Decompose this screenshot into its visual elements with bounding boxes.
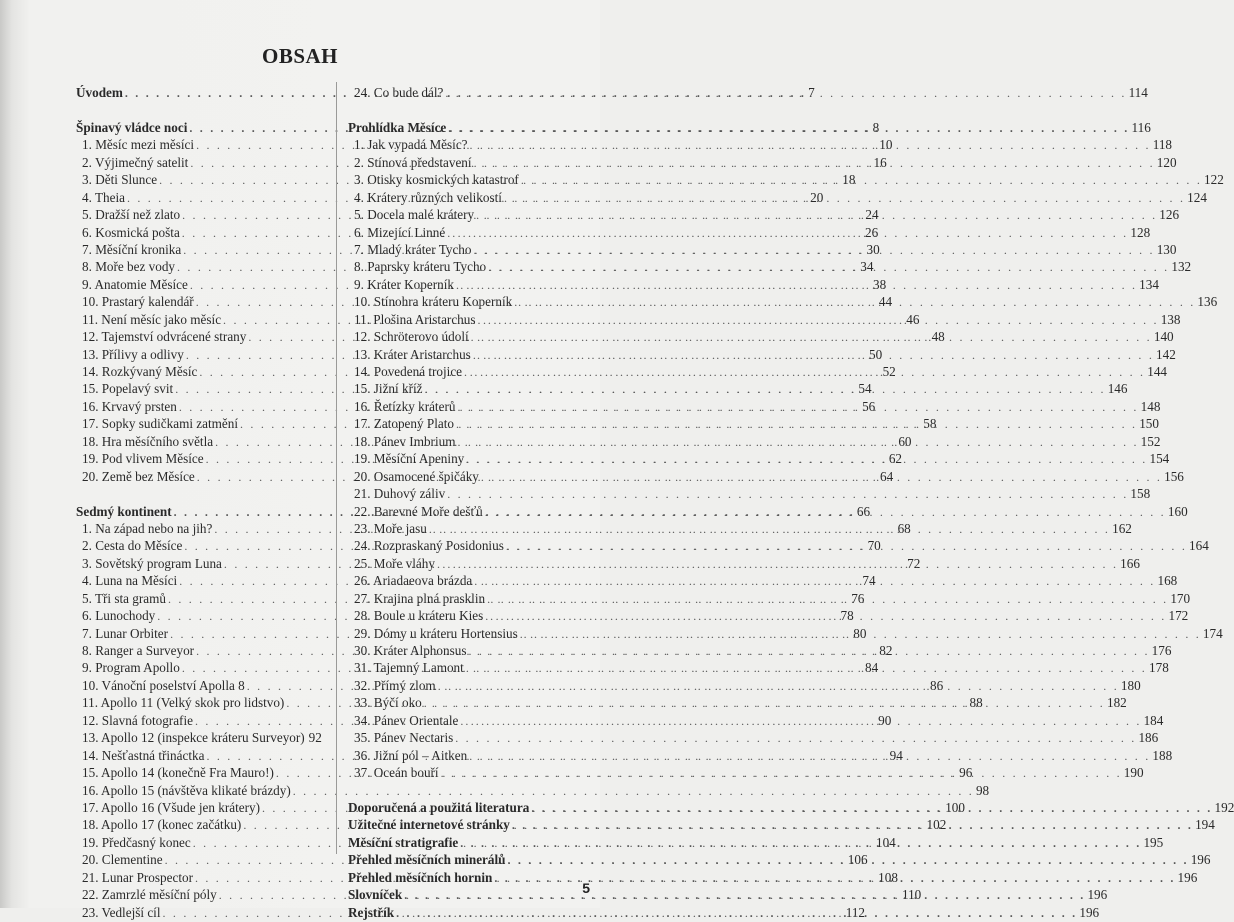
toc-entry-title: 13. Přílivy a odlivy — [82, 346, 184, 362]
dot-leader — [464, 364, 1145, 381]
toc-page-number: 94 — [889, 747, 903, 763]
toc-entry-title: 21. Duhový záliv — [354, 486, 446, 502]
toc-page-number: 140 — [1153, 329, 1174, 345]
toc-page-number: 146 — [1107, 381, 1128, 397]
toc-page-number: 134 — [1139, 276, 1159, 292]
toc-entry-title: 22. Barevné Moře dešťů — [354, 503, 483, 519]
toc-entry-title: Přehled měsíčních minerálů — [348, 852, 506, 868]
toc-entry-title: 12. Tajemství odvrácené strany — [82, 329, 247, 345]
toc-entry-title: 37. Oceán bouří — [354, 765, 439, 781]
toc-page-number: 102 — [926, 817, 947, 833]
dot-leader — [485, 504, 1166, 521]
toc-entry-title: 4. Theia — [82, 189, 125, 205]
toc-entry — [76, 729, 320, 746]
toc-entry-title: 4. Luna na Měsíci — [82, 573, 178, 589]
toc-entry-title: 3. Otisky kosmických katastrof — [354, 172, 519, 188]
toc-entry-title: 33. Býčí oko — [354, 695, 422, 711]
toc-entry-title: Úvodem — [76, 85, 123, 100]
dot-leader — [476, 207, 1157, 224]
toc-spacer — [348, 782, 596, 799]
toc-page-number: 110 — [901, 887, 922, 903]
toc-entry-title: 8. Moře bez vody — [82, 259, 176, 275]
toc-entry-title: 19. Měsíční Apeniny — [354, 451, 465, 467]
dot-leader — [469, 748, 1150, 765]
toc-page-number: 106 — [847, 852, 868, 868]
dot-leader — [456, 277, 1137, 294]
toc-entry-title: Přehled měsíčních hornin — [348, 869, 493, 885]
toc-page-number: 54 — [858, 381, 872, 397]
dot-leader — [487, 591, 1168, 608]
toc-entry-title: 5. Tři sta gramů — [82, 590, 166, 606]
toc-entry-title: 15. Popelavý svit — [82, 381, 174, 397]
toc-entry-title: 24. Co bude dál? — [354, 85, 444, 100]
toc-page-number: 190 — [1123, 765, 1144, 781]
toc-page-number: 160 — [1167, 503, 1188, 519]
dot-leader — [466, 451, 1147, 468]
toc-page-number: 10 — [879, 137, 893, 153]
toc-entry-title: 8. Paprsky kráteru Tycho — [354, 259, 487, 275]
toc-entry-title: Slovníček — [348, 887, 403, 903]
toc-page-number: 80 — [853, 625, 867, 641]
toc-page-number: 72 — [907, 555, 921, 571]
toc-entry-title: 16. Krvavý prsten — [82, 398, 177, 414]
page-title: OBSAH — [261, 44, 339, 68]
toc-entry-title: 1. Jak vypadá Měsíc? — [354, 137, 468, 153]
toc-spacer — [76, 101, 320, 118]
dot-leader — [468, 643, 1149, 660]
toc-page-number: 162 — [1112, 520, 1132, 536]
toc-page-number: 114 — [1128, 85, 1148, 100]
toc-entry-title: 15. Jižní kříž — [354, 381, 423, 397]
toc-entry-title: Špinavý vládce noci — [76, 119, 188, 135]
toc-page-number: 44 — [878, 294, 893, 310]
toc-page-number: 92 — [308, 730, 322, 746]
toc-page-number: 196 — [1190, 852, 1211, 868]
toc-entry-title: 7. Lunar Orbiter — [82, 625, 169, 641]
toc-page-number: 50 — [869, 346, 883, 362]
dot-leader — [514, 294, 1195, 311]
toc-page-number: 56 — [862, 398, 876, 414]
toc-entry-title: 20. Clementine — [82, 852, 163, 868]
toc-page-number: 58 — [923, 416, 937, 432]
toc-page-number: 118 — [1152, 137, 1173, 153]
toc-entry-title: 3. Sovětský program Luna — [82, 555, 222, 571]
toc-entry-title: 5. Docela malé krátery — [354, 207, 475, 223]
toc-entry-title: 5. Dražší než zlato — [82, 207, 181, 223]
toc-page-number: 90 — [878, 712, 892, 728]
toc-page-number: 104 — [875, 834, 896, 850]
toc-entry-title: Sedmý kontinent — [76, 503, 172, 519]
toc-entry-title: 10. Stínohra kráteru Koperník — [354, 294, 513, 310]
toc-entry-title: Rejstřík — [348, 904, 395, 920]
toc-entry — [348, 729, 1159, 746]
toc-entry-title: 26. Ariadaeova brázda — [354, 573, 473, 589]
toc-page-number: 112 — [845, 904, 866, 920]
toc-entry-title: 36. Jižní pól – Aitken — [354, 747, 468, 763]
toc-page-number: 78 — [840, 608, 854, 624]
toc-page-number: 174 — [1202, 625, 1223, 641]
toc-page-number: 26 — [865, 224, 879, 240]
toc-entry-title: 35. Pánev Nectaris — [354, 730, 454, 746]
toc-page-number: 126 — [1159, 207, 1180, 223]
toc-page-number: 195 — [1143, 834, 1164, 850]
toc-entry-title: 17. Sopky sudičkami zatmění — [82, 416, 239, 432]
dot-leader — [485, 608, 1166, 625]
dot-leader — [438, 678, 1119, 695]
dot-leader — [494, 870, 1175, 887]
toc-entry-title: 18. Apollo 17 (konec začátku) — [82, 817, 242, 833]
dot-leader — [471, 329, 1152, 346]
toc-entry-title: 11. Apollo 11 (Velký skok pro lidstvo) — [82, 695, 285, 711]
dot-leader — [466, 660, 1147, 677]
toc-entry-title: 2. Stínová představení — [354, 154, 472, 170]
toc-entry-title: 17. Apollo 16 (Všude jen krátery) — [82, 799, 260, 815]
toc-entry-title: 6. Lunochody — [82, 608, 156, 624]
toc-page-number: 136 — [1197, 294, 1218, 310]
dot-leader — [481, 469, 1162, 486]
toc-page-number: 144 — [1147, 364, 1168, 379]
toc-entry-title: Užitečné internetové stránky — [348, 817, 510, 833]
toc-page-number: 196 — [1087, 887, 1108, 903]
toc-entry-title: 34. Pánev Orientale — [354, 712, 459, 728]
toc-entry-title: 6. Mizející Linné — [354, 224, 446, 240]
toc-entry-title: 10. Vánoční poselství Apolla 8 — [82, 677, 245, 693]
dot-leader — [396, 905, 1077, 922]
toc-page-number: 98 — [975, 782, 990, 798]
toc-entry-title: 19. Předčasný konec — [82, 834, 191, 850]
toc-entry-title: 18. Hra měsíčního světla — [82, 433, 214, 449]
toc-page-number: 158 — [1130, 486, 1151, 502]
dot-leader — [474, 242, 1155, 259]
toc-page-number: 164 — [1189, 538, 1209, 554]
toc-entry-title: 12. Slavná fotografie — [82, 712, 193, 728]
toc-entry-title: 7. Mladý kráter Tycho — [354, 241, 472, 257]
toc-entry-title: 20. Osamocené špičáky — [354, 468, 479, 484]
toc-entry-title: 9. Kráter Koperník — [354, 276, 454, 292]
dot-leader — [512, 817, 1193, 834]
toc-page-number: 76 — [851, 590, 865, 606]
toc-entry-title: 20. Země bez Měsíce — [82, 468, 195, 484]
dot-leader — [456, 416, 1137, 433]
dot-leader — [455, 730, 1136, 747]
toc-entry-title: 2. Výjimečný satelit — [82, 154, 189, 170]
toc-page-number: 86 — [929, 677, 944, 693]
toc-page-number: 20 — [810, 189, 824, 205]
dot-leader — [404, 887, 1085, 904]
toc-entry-title: 23. Moře jasu — [354, 520, 427, 536]
dot-leader — [478, 312, 1159, 329]
dot-leader — [474, 155, 1155, 172]
toc-entry-title: 15. Apollo 14 (konečně Fra Mauro!) — [82, 765, 274, 781]
toc-entry-title: 7. Měsíční kronika — [82, 241, 182, 257]
toc-page-number: 16 — [873, 154, 887, 170]
toc-entry-title: 22. Zamrzlé měsíční póly — [82, 887, 217, 903]
toc-entry-title: 13. Apollo 12 (inspekce kráteru Surveyor) — [82, 730, 305, 746]
toc-entry — [348, 84, 1148, 101]
toc-page-number: 156 — [1164, 468, 1184, 484]
toc-page-number: 82 — [879, 643, 893, 658]
toc-page-number: 150 — [1139, 416, 1159, 432]
toc-page-number: 184 — [1143, 712, 1164, 728]
toc-page-number: 52 — [882, 364, 896, 379]
toc-entry-title: 12. Schröterovo údolí — [354, 329, 469, 345]
toc-entry-title: 14. Povedená trojice — [354, 364, 463, 379]
dot-leader — [441, 765, 1122, 782]
toc-page-number: 142 — [1156, 346, 1176, 362]
toc-page-number: 108 — [878, 869, 898, 885]
dot-leader — [424, 695, 1105, 712]
dot-leader — [508, 852, 1189, 869]
dot-leader — [504, 190, 1185, 207]
toc-entry-title: 10. Prastarý kalendář — [82, 294, 194, 310]
dot-leader — [429, 521, 1110, 538]
dot-leader — [457, 434, 1138, 451]
toc-entry-title: 11. Není měsíc jako měsíc — [82, 311, 222, 327]
dot-leader — [506, 538, 1187, 555]
toc-entry-title: 31. Tajemný Lamont — [354, 660, 464, 676]
toc-page-number: 176 — [1151, 643, 1172, 658]
toc-entry — [348, 241, 1177, 258]
toc-entry-title: Měsíční stratigrafie — [348, 834, 459, 850]
toc-page-number: 188 — [1152, 747, 1173, 763]
toc-page-number: 194 — [1195, 817, 1215, 833]
toc-entry-title: 16. Apollo 15 (návštěva klikaté brázdy) — [82, 782, 291, 798]
toc-section-heading — [348, 119, 1151, 136]
toc-entry-title: 19. Pod vlivem Měsíce — [82, 451, 204, 467]
toc-entry-title: 4. Krátery různých velikostí — [354, 189, 502, 205]
toc-entry-title: 13. Kráter Aristarchus — [354, 346, 471, 362]
toc-page-number: 70 — [867, 538, 881, 554]
toc-entry-title: 18. Pánev Imbrium — [354, 433, 456, 449]
toc-page-number: 130 — [1156, 241, 1177, 257]
toc-page-number: 64 — [879, 468, 894, 484]
page-number: 5 — [582, 880, 590, 896]
toc-page-number: 182 — [1106, 695, 1127, 711]
toc-entry-title: 3. Děti Slunce — [82, 172, 158, 188]
toc-page-number: 7 — [808, 85, 815, 100]
dot-leader — [520, 626, 1201, 643]
dot-leader — [488, 259, 1169, 276]
toc-page-number: 88 — [969, 695, 983, 711]
toc-page-number: 196 — [1177, 869, 1198, 885]
toc-page-number: 186 — [1138, 730, 1159, 746]
toc-entry-title: 1. Na západ nebo na jih? — [82, 520, 213, 536]
toc-entry-title: 2. Cesta do Měsíce — [82, 538, 183, 554]
toc-page-number: 154 — [1149, 451, 1170, 467]
toc-page-number: 18 — [842, 172, 856, 188]
toc-page-number: 170 — [1170, 590, 1191, 606]
toc-page-number: 30 — [866, 241, 880, 257]
dot-leader — [457, 399, 1138, 416]
toc-page-number: 34 — [860, 259, 874, 275]
toc-page-number: 122 — [1204, 172, 1224, 188]
toc-entry-title: 6. Kosmická pošta — [82, 224, 180, 240]
toc-page-number: 132 — [1171, 259, 1192, 275]
toc-entry — [348, 485, 1151, 502]
column-divider — [336, 82, 337, 854]
toc-spacer — [348, 101, 596, 118]
toc-page-number: 84 — [865, 660, 879, 676]
toc-entry-title: 11. Plošina Aristarchus — [354, 311, 476, 327]
dot-leader — [474, 573, 1155, 590]
toc-page-number: 68 — [897, 520, 911, 536]
toc-entry-title: 23. Vedlejší cíl — [82, 904, 161, 920]
toc-page-number: 38 — [873, 276, 887, 292]
toc-page-number: 46 — [906, 311, 920, 327]
dot-leader — [448, 120, 1129, 137]
toc-page-number: 24 — [865, 207, 879, 223]
dot-leader — [447, 486, 1128, 503]
toc-page-number: 172 — [1168, 608, 1189, 624]
toc-page-number: 100 — [945, 799, 965, 815]
toc-page-number: 180 — [1120, 677, 1141, 693]
toc-page-number: 196 — [1079, 904, 1100, 920]
toc-entry-title: 8. Ranger a Surveyor — [82, 643, 195, 658]
dot-leader — [460, 713, 1141, 730]
toc-entry-title: 17. Zatopený Plato — [354, 416, 454, 432]
toc-entry-title: 27. Krajina plná prasklin — [354, 590, 486, 606]
toc-page-number: 66 — [856, 503, 871, 519]
toc-entry-title: 30. Kráter Alphonsus — [354, 643, 467, 658]
toc-entry-title: 16. Řetízky kráterů — [354, 398, 456, 414]
toc-page-number: 168 — [1157, 573, 1178, 589]
toc-page-number: 74 — [862, 573, 876, 589]
toc-page-number: 8 — [872, 119, 880, 135]
toc-page-number: 96 — [959, 765, 973, 781]
toc-page-number: 116 — [1131, 119, 1151, 135]
toc-entry — [76, 782, 990, 799]
toc-page-number: 128 — [1130, 224, 1151, 240]
toc-page-number: 138 — [1160, 311, 1181, 327]
toc-entry-title: 24. Rozpraskaný Posidonius — [354, 538, 504, 554]
dot-leader — [460, 835, 1141, 852]
toc-entry-title: 9. Anatomie Měsíce — [82, 276, 188, 292]
dot-leader — [473, 347, 1154, 364]
dot-leader — [425, 381, 1106, 398]
toc-entry-title: 29. Dómy u kráteru Hortensius — [354, 625, 518, 641]
toc-entry-title: 9. Program Apollo — [82, 660, 180, 676]
toc-page-number: 48 — [931, 329, 945, 345]
dot-leader — [470, 137, 1151, 154]
toc-spacer — [76, 485, 320, 502]
dot-leader — [445, 85, 1126, 102]
toc-entry-title: 25. Moře vláhy — [354, 555, 435, 571]
toc-page-number: 192 — [1214, 799, 1234, 815]
dot-leader — [521, 172, 1202, 189]
toc-entry-title: 1. Měsíc mezi měsíci — [82, 137, 195, 153]
toc-entry-title: Doporučená a použitá literatura — [348, 799, 530, 815]
toc-page-number: 148 — [1140, 398, 1161, 414]
toc-page-number: 166 — [1120, 555, 1140, 571]
dot-leader — [447, 225, 1128, 242]
dot-leader — [531, 800, 1212, 817]
toc-page-number: 60 — [898, 433, 912, 449]
toc-entry-title: 14. Rozkývaný Měsíc — [82, 364, 198, 379]
toc-page-number: 62 — [888, 451, 902, 467]
toc-entry-title: 21. Lunar Prospector — [82, 869, 193, 885]
toc-entry-title: 14. Nešťastná třináctka — [82, 747, 205, 763]
toc-page-number: 152 — [1140, 433, 1161, 449]
toc-entry-title: Prohlídka Měsíce — [348, 119, 447, 135]
dot-leader — [437, 556, 1118, 573]
toc-entry-title: 32. Přímý zlom — [354, 677, 436, 693]
toc-page-number: 178 — [1149, 660, 1169, 676]
toc-page-number: 124 — [1187, 189, 1207, 205]
toc-entry-title: 28. Boule u kráteru Kies — [354, 608, 484, 624]
toc-page-number: 120 — [1156, 154, 1177, 170]
